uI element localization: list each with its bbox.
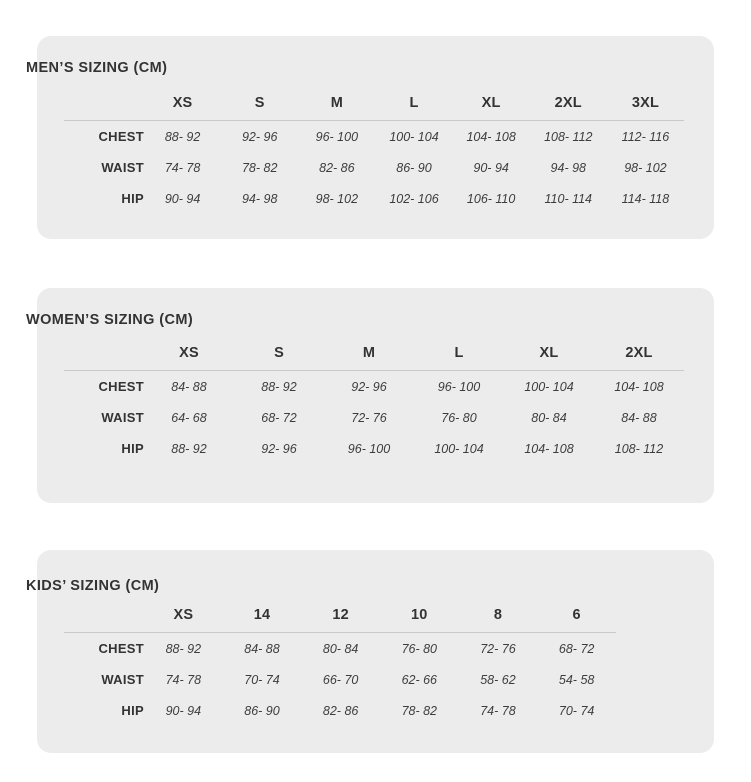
measurement-cell: 90- 94: [473, 160, 509, 175]
measurement-cell: 58- 62: [480, 672, 516, 687]
measurement-cell: 88- 92: [164, 129, 201, 144]
measurement-cell: 106- 110: [466, 191, 516, 206]
measurement-cell: 70- 74: [558, 703, 595, 718]
measurement-cell: 70- 74: [244, 672, 280, 687]
measurement-cell: 76- 80: [401, 641, 438, 656]
table-header-row: [64, 598, 616, 633]
column-header: 10: [380, 598, 459, 633]
measurement-cell: 88- 92: [165, 641, 202, 656]
measurement-cell: 68- 72: [261, 410, 297, 425]
table-row: [64, 152, 684, 183]
measurement-cell: 108- 112: [614, 441, 664, 456]
measurement-cell: 92- 96: [351, 379, 387, 394]
table-corner-cell: [64, 336, 144, 371]
table-corner-cell: [64, 598, 144, 633]
measurement-cell: 86- 90: [244, 703, 280, 718]
column-header: S: [234, 336, 324, 371]
measurement-cell: 104- 108: [524, 441, 574, 456]
measurement-cell: 96- 100: [347, 441, 391, 456]
column-header: 6: [537, 598, 616, 633]
measurement-cell: 92- 96: [261, 441, 297, 456]
kids-sizing-table: [64, 598, 616, 726]
measurement-cell: 64- 68: [171, 410, 207, 425]
measurement-cell: 66- 70: [322, 672, 359, 687]
row-header: CHEST: [98, 641, 144, 656]
table-row: [64, 121, 684, 153]
column-header: L: [375, 86, 452, 121]
row-header: CHEST: [98, 129, 144, 144]
row-header: HIP: [121, 191, 144, 206]
measurement-cell: 82- 86: [322, 703, 359, 718]
measurement-cell: 74- 78: [165, 672, 202, 687]
column-header: 3XL: [607, 86, 684, 121]
row-header: WAIST: [101, 410, 144, 425]
womens-sizing-table: [64, 336, 684, 464]
measurement-cell: 96- 100: [315, 129, 359, 144]
measurement-cell: 62- 66: [401, 672, 438, 687]
measurement-cell: 72- 76: [480, 641, 516, 656]
column-header: 2XL: [530, 86, 607, 121]
measurement-cell: 104- 108: [466, 129, 516, 144]
measurement-cell: 84- 88: [244, 641, 280, 656]
table-row: [64, 183, 684, 214]
column-header: L: [414, 336, 504, 371]
column-header: XL: [504, 336, 594, 371]
table-corner-cell: [64, 86, 144, 121]
measurement-cell: 90- 94: [165, 703, 202, 718]
womens-sizing-title: WOMEN’S SIZING (CM): [26, 312, 194, 328]
measurement-cell: 72- 76: [351, 410, 387, 425]
measurement-cell: 80- 84: [322, 641, 359, 656]
measurement-cell: 102- 106: [389, 191, 439, 206]
mens-sizing-title: MEN’S SIZING (CM): [26, 60, 168, 76]
table-header-row: [64, 336, 684, 371]
measurement-cell: 92- 96: [241, 129, 278, 144]
column-header: XS: [144, 86, 221, 121]
measurement-cell: 84- 88: [621, 410, 657, 425]
row-header: HIP: [121, 703, 144, 718]
row-header: HIP: [121, 441, 144, 456]
measurement-cell: 86- 90: [396, 160, 432, 175]
measurement-cell: 78- 82: [401, 703, 438, 718]
table-row: [64, 433, 684, 464]
measurement-cell: 94- 98: [550, 160, 586, 175]
measurement-cell: 88- 92: [261, 379, 297, 394]
measurement-cell: 84- 88: [171, 379, 207, 394]
table-row: [64, 371, 684, 403]
table-row: [64, 633, 616, 665]
measurement-cell: 80- 84: [531, 410, 567, 425]
measurement-cell: 68- 72: [558, 641, 595, 656]
measurement-cell: 90- 94: [164, 191, 201, 206]
measurement-cell: 54- 58: [558, 672, 595, 687]
measurement-cell: 100- 104: [389, 129, 439, 144]
column-header: 14: [223, 598, 302, 633]
measurement-cell: 112- 116: [621, 129, 670, 144]
table-row: [64, 664, 616, 695]
measurement-cell: 76- 80: [441, 410, 477, 425]
column-header: 12: [301, 598, 380, 633]
measurement-cell: 96- 100: [437, 379, 481, 394]
measurement-cell: 94- 98: [241, 191, 278, 206]
measurement-cell: 78- 82: [241, 160, 278, 175]
measurement-cell: 100- 104: [524, 379, 574, 394]
measurement-cell: 114- 118: [621, 191, 670, 206]
column-header: XL: [453, 86, 530, 121]
measurement-cell: 100- 104: [434, 441, 484, 456]
row-header: CHEST: [98, 379, 144, 394]
measurement-cell: 108- 112: [544, 129, 593, 144]
measurement-cell: 110- 114: [544, 191, 593, 206]
measurement-cell: 104- 108: [614, 379, 664, 394]
column-header: 2XL: [594, 336, 684, 371]
column-header: XS: [144, 598, 223, 633]
measurement-cell: 74- 78: [164, 160, 201, 175]
row-header: WAIST: [101, 672, 144, 687]
column-header: 8: [459, 598, 538, 633]
kids-sizing-title: KIDS’ SIZING (CM): [26, 578, 160, 594]
measurement-cell: 88- 92: [171, 441, 207, 456]
column-header: XS: [144, 336, 234, 371]
measurement-cell: 98- 102: [315, 191, 359, 206]
measurement-cell: 74- 78: [480, 703, 516, 718]
measurement-cell: 82- 86: [319, 160, 355, 175]
table-row: [64, 695, 616, 726]
mens-sizing-table: [64, 86, 684, 214]
table-header-row: [64, 86, 684, 121]
table-row: [64, 402, 684, 433]
column-header: M: [324, 336, 414, 371]
measurement-cell: 98- 102: [624, 160, 667, 175]
row-header: WAIST: [101, 160, 144, 175]
column-header: M: [298, 86, 375, 121]
column-header: S: [221, 86, 298, 121]
